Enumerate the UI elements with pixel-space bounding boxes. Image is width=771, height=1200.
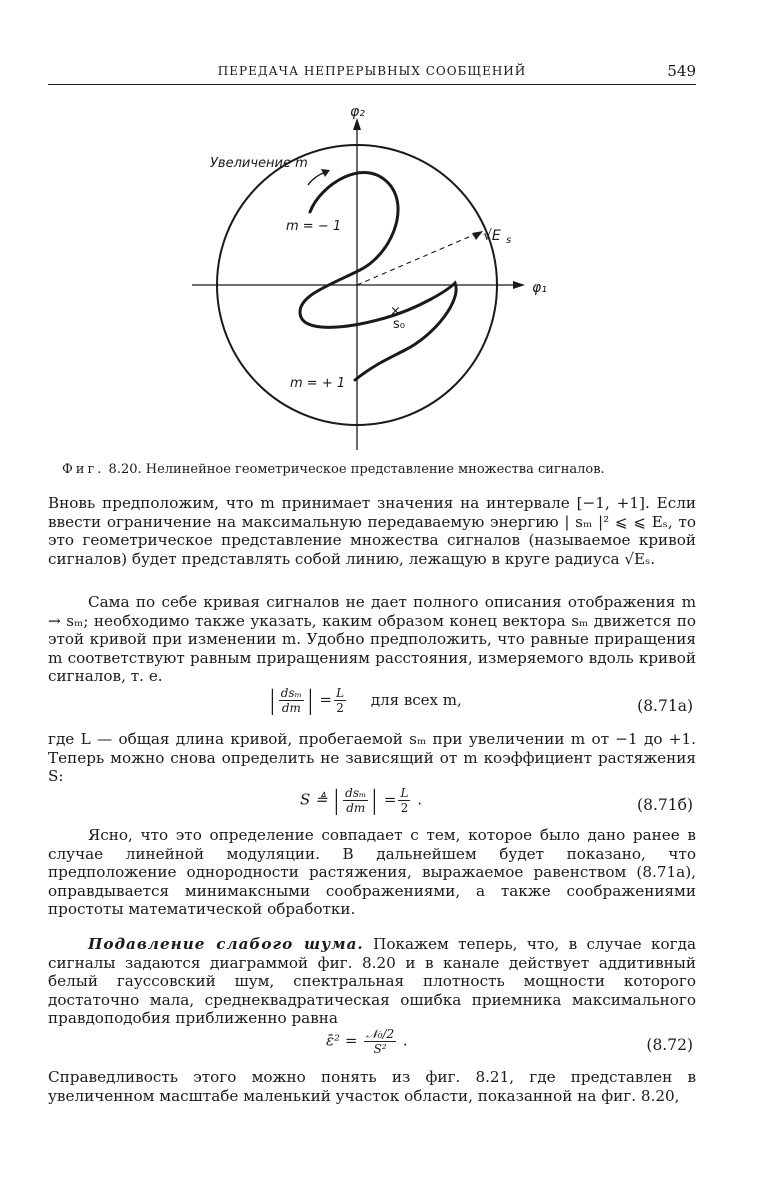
- eq2-numerator: dsₘ: [345, 786, 367, 800]
- signal-curve-figure: [180, 100, 547, 460]
- paragraph-5-text: Покажем теперь, что, в случае когда сигналы задаются диаграммой фиг. 8.20 и в канале действует аддитивный белый гауссовский шум, спектральная плотность мощности которого достаточно мала, среднеквадратическая ошибка приемника максимального правдоподобия приближенно равна: [48, 935, 697, 1028]
- equation-8-71b: S ≜ | $\frac{\text{dsₘ}}{dm}$ | = $\frac{L}{2}$ .: [300, 785, 422, 816]
- equation-number-8-72: (8.72): [646, 1036, 693, 1054]
- paragraph-3: где L — общая длина кривой, пробегаемой sₘ при увеличении m от −1 до +1. Теперь можно снова определить не зависящий от m коэффициент растяжения S:: [48, 730, 696, 786]
- section-heading: Подавление слабого шума.: [88, 935, 364, 953]
- s0-mark-icon: ×: [390, 304, 401, 319]
- s0-label: s₀: [393, 317, 405, 332]
- sqrt-es-subscript: s: [506, 235, 512, 246]
- increase-m-label: Увеличение m: [210, 156, 308, 171]
- equation-number-8-71a: (8.71а): [637, 697, 693, 715]
- equation-8-72: ε̄² = $\frac{\text{𝒩₀/2}}{\text{S²}}$ .: [326, 1027, 408, 1056]
- equation-8-71a: | $\frac{\text{dsₘ}}{dm}$ | = $\frac{L}{2}$ для всех m,: [269, 685, 462, 716]
- eq1-denominator: dm: [281, 701, 301, 715]
- eq2-denominator: dm: [346, 801, 366, 815]
- m-minus-one-label: m = − 1: [286, 219, 342, 234]
- eq3-numerator: 𝒩₀/2: [366, 1027, 395, 1041]
- eq2-rhs-denominator: 2: [400, 801, 409, 815]
- eq1-numerator: dsₘ: [280, 686, 302, 700]
- sqrt-es-label: √E: [483, 228, 501, 244]
- paragraph-5: [48, 935, 696, 1028]
- figure-caption: [62, 462, 605, 477]
- page-number: 549: [667, 62, 696, 80]
- paragraph-1: Вновь предположим, что m принимает значения на интервале [−1, +1]. Если ввести ограничение на максимальную передаваемую энергию | sₘ |² ⩽ ⩽ Eₛ, то это геометрическое представление множества сигналов (называемое кривой сигналов) будет представлять собой линию, лежащую в круге радиуса √Eₛ.: [48, 494, 696, 568]
- phi2-label: φ₂: [350, 104, 365, 120]
- caption-label: Фиг.: [62, 462, 105, 477]
- eq2-rhs-numerator: L: [400, 786, 409, 800]
- running-title: ПЕРЕДАЧА НЕПРЕРЫВНЫХ СООБЩЕНИЙ: [217, 64, 527, 78]
- vector-arrow-icon: [472, 231, 483, 240]
- phi1-label: φ₁: [532, 280, 547, 296]
- paragraph-6: Справедливость этого можно понять из фиг. 8.21, где представлен в увеличенном масштабе маленький участок области, показанной на фиг. 8.20,: [48, 1068, 696, 1105]
- eq1-rhs-denominator: 2: [336, 701, 344, 715]
- page-header: [48, 62, 696, 85]
- paragraph-2: Сама по себе кривая сигналов не дает полного описания отображения m → sₘ; необходимо также указать, каким образом конец вектора sₘ движется по этой кривой при изменении m. Удобно предположить, что равные приращения m соответствуют равным приращениям расстояния, измеряемого вдоль кривой сигналов, т. е.: [48, 593, 696, 686]
- m-plus-one-label: m = + 1: [290, 376, 346, 391]
- phi1-arrow-icon: [513, 281, 525, 289]
- increase-arrow: [308, 172, 326, 185]
- eq1-tail: для всех m,: [370, 690, 462, 709]
- caption-text: 8.20. Нелинейное геометрическое представление множества сигналов.: [108, 462, 605, 477]
- eq2-lhs: S ≜: [300, 790, 328, 809]
- eq3-denominator: S²: [373, 1042, 387, 1056]
- equation-number-8-71b: (8.71б): [637, 796, 693, 814]
- eq1-rhs-numerator: L: [336, 686, 345, 700]
- paragraph-4: Ясно, что это определение совпадает с тем, которое было дано ранее в случае линейной модуляции. В дальнейшем будет показано, что предположение однородности растяжения, выражаемое равенством (8.71а), оправдывается минимаксными соображениями, а также соображениями простоты математической обработки.: [48, 826, 696, 919]
- eq3-lhs: ε̄²: [326, 1031, 341, 1050]
